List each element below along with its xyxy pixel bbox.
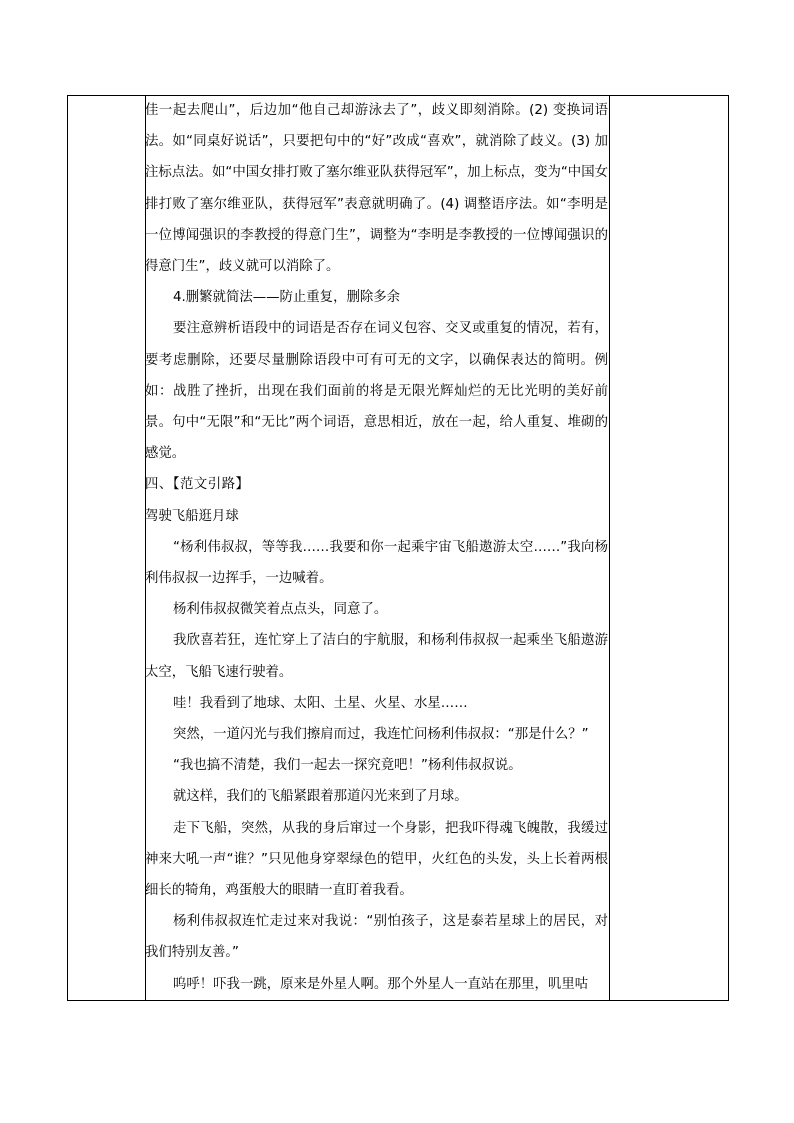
paragraph-ambiguity-methods: 佳一起去爬山”，后边加“他自己却游泳去了”，歧义即刻消除。(2) 变换词语法。如“同桌好说话”，只要把句中的“好”改成“喜欢”，就消除了歧义。(3) 加注标点法。如“中国女排打败了塞尔维亚队获得冠军”，加上标点，变为“中国女排打败了塞尔维亚队，获得冠军”表意就明确了。(4) 调整语序法。如“李明是一位博闻强识的李教授的得意门生”，调整为“李明是李教授的一位博闻强识的得意门生”，歧义就可以消除了。 <box>145 103 608 275</box>
essay-paragraph: 杨利伟叔叔连忙走过来对我说：“别怕孩子，这是泰若星球上的居民，对我们特别友善。” <box>145 914 608 961</box>
essay-paragraph: 就这样，我们的飞船紧跟着那道闪光来到了月球。 <box>173 789 468 805</box>
essay-paragraph: 我欣喜若狂，连忙穿上了洁白的宇航服，和杨利伟叔叔一起乘坐飞船遨游太空，飞船飞速行驶着。 <box>145 633 608 680</box>
essay-paragraph: 走下飞船，突然，从我的身后窜过一个身影，把我吓得魂飞魄散，我缓过神来大吼一声“谁？”只见他身穿翠绿色的铠甲，火红色的头发，头上长着两根细长的犄角，鸡蛋般大的眼睛一直盯着我看。 <box>145 820 608 899</box>
section-heading-simplify: 4.删繁就简法——防止重复，删除多余 <box>173 290 401 306</box>
essay-paragraph: “我也搞不清楚，我们一起去一探究竟吧！”杨利伟叔叔说。 <box>173 758 522 774</box>
section-heading-model-essay: 四、【范文引路】 <box>145 477 250 493</box>
essay-paragraph: 杨利伟叔叔微笑着点点头，同意了。 <box>173 602 388 618</box>
paragraph-simplify-explanation: 要注意辨析语段中的词语是否存在词义包容、交叉或重复的情况，若有，要考虑删除，还要尽量删除语段中可有可无的文字，以确保表达的简明。例如：战胜了挫折，出现在我们面前的将是无限光辉灿烂的无比光明的美好前景。句中“无限”和“无比”两个词语，意思相近，放在一起，给人重复、堆砌的感觉。 <box>145 321 608 462</box>
essay-title: 驾驶飞船逛月球 <box>145 508 239 524</box>
content-cell <box>145 96 608 1000</box>
essay-paragraph: 突然，一道闪光与我们擦肩而过，我连忙问杨利伟叔叔：“那是什么？” <box>173 727 589 743</box>
table-column-divider-right <box>609 96 610 1000</box>
essay-paragraph: “杨利伟叔叔，等等我……我要和你一起乘宇宙飞船遨游太空……”我向杨利伟叔叔一边挥手，一边喊着。 <box>145 539 608 587</box>
essay-paragraph: 哇！我看到了地球、太阳、土星、火星、水星…… <box>173 695 468 711</box>
essay-paragraph: 呜呼！吓我一跳，原来是外星人啊。那个外星人一直站在那里，叽里咕 <box>173 976 589 992</box>
